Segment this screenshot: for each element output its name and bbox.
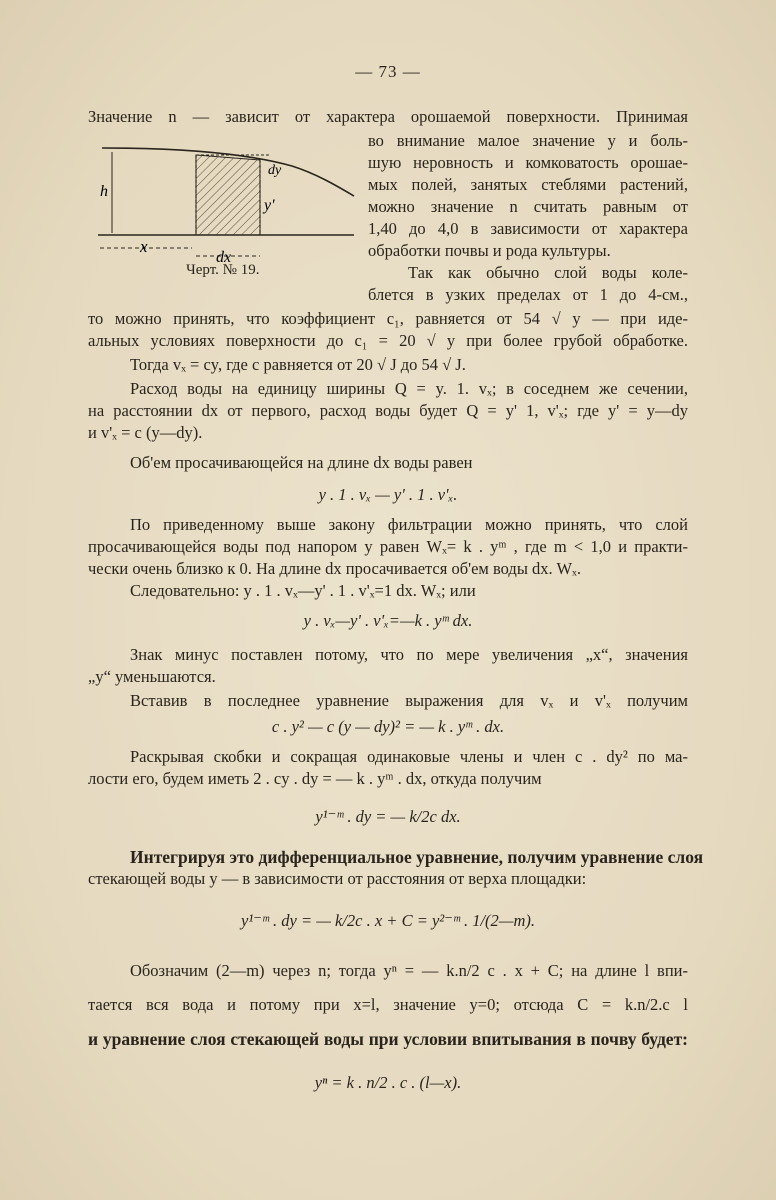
text-line: и v'ₓ = c (y—dy). — [88, 423, 203, 442]
page-number: — 73 — — [355, 62, 421, 81]
text-line: „y“ уменьшаются. — [88, 667, 216, 686]
text-line: тается вся вода и потому при x=l, значение y=0; отсюда C = k.n/2.c l — [88, 995, 688, 1014]
label-dx: dx — [216, 249, 232, 266]
figure-caption: Черт. № 19. — [186, 262, 260, 278]
text-line: шую неровность и комковатость орошае- — [368, 153, 688, 172]
text-line: мых полей, занятых стеблями растений, — [368, 175, 688, 194]
label-h: h — [100, 183, 108, 200]
equation: y¹⁻ᵐ . dy = — k/2c dx. — [315, 807, 461, 826]
text-line: Расход воды на единицу ширины Q = y. 1. vₓ; в соседнем же сечении, — [130, 379, 688, 398]
text-line: лости его, будем иметь 2 . cy . dy = — k . yᵐ . dx, откуда получим — [88, 769, 542, 788]
text-line: Следовательно: y . 1 . vₓ—y' . 1 . v'ₓ=1 dx. Wₓ; или — [130, 581, 476, 600]
text-line: Обозначим (2—m) через n; тогда yⁿ = — k.n/2 c . x + C; на длине l впи- — [130, 961, 688, 980]
equation: yⁿ = k . n/2 . c . (l—x). — [314, 1073, 462, 1092]
text-line: Значение n — зависит от характера орошаемой поверхности. Принимая — [88, 107, 688, 126]
text-line: то можно принять, что коэффициент c₁, равняется от 54 √ y — при иде- — [88, 309, 688, 328]
text-line: Тогда vₓ = cy, где c равняется от 20 √ J до 54 √ J. — [130, 355, 466, 374]
hatched-strip — [196, 155, 260, 235]
text-line: Так как обычно слой воды коле- — [408, 263, 688, 282]
label-x: x — [140, 237, 148, 256]
text-line: Знак минус поставлен потому, что по мере увеличения „x“, значения — [130, 645, 688, 664]
text-line: просачивающейся воды под напором y равен Wₓ= k . yᵐ , где m < 1,0 и практи- — [88, 537, 688, 556]
text-line: Об'ем просачивающейся на длине dx воды равен — [130, 453, 473, 472]
text-line: Раскрывая скобки и сокращая одинаковые члены и член c . dy² по ма- — [130, 747, 688, 766]
text-line: блется в узких пределах от 1 до 4-см., — [368, 285, 688, 304]
label-y-prime: y' — [264, 197, 275, 214]
equation: y¹⁻ᵐ . dy = — k/2c . x + C = y²⁻ᵐ . 1/(2—m). — [241, 911, 535, 930]
text-line: стекающей воды y — в зависимости от расстояния от верха площадки: — [88, 869, 587, 888]
text-line: и уравнение слоя стекающей воды при условии впитывания в почву будет: — [88, 1029, 688, 1049]
equation: y . 1 . vₓ — y' . 1 . v'ₓ. — [318, 485, 458, 504]
text-line: во внимание малое значение y и боль- — [368, 131, 688, 150]
text-line: По приведенному выше закону фильтрации можно принять, что слой — [130, 515, 688, 534]
text-line: Интегрируя это дифференциальное уравнение, получим уравнение слоя — [130, 847, 704, 867]
text-line: обработки почвы и рода культуры. — [368, 241, 611, 260]
text-line: альных условиях поверхности до c₁ = 20 √ y при более грубой обработке. — [88, 331, 688, 350]
equation: c . y² — c (y — dy)² = — k . yᵐ . dx. — [271, 717, 505, 736]
text-line: можно значение n считать равным от — [368, 197, 688, 216]
text-line: на расстоянии dx от первого, расход воды будет Q = y' 1, v'ₓ; где y' = y—dy — [88, 401, 688, 420]
equation: y . vₓ—y' . v'ₓ=—k . yᵐ dx. — [303, 611, 473, 630]
text-line: чески очень близко к 0. На длине dx просачивается об'ем воды dx. Wₓ. — [88, 559, 581, 578]
text-line: Вставив в последнее уравнение выражения для vₓ и v'ₓ получим — [130, 691, 688, 710]
text-line: 1,40 до 4,0 в зависимости от характера — [368, 219, 688, 238]
label-dy: dy — [268, 163, 282, 178]
